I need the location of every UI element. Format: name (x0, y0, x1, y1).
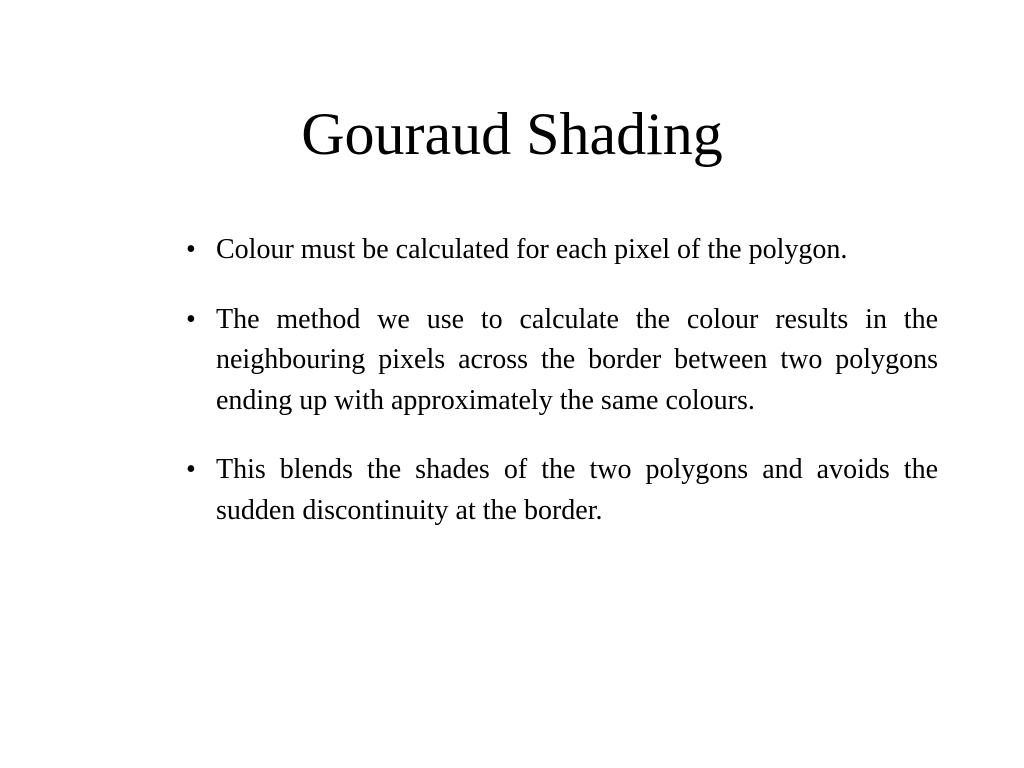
bullet-dot-icon: • (186, 234, 196, 265)
bullet-item (186, 230, 938, 271)
slide-title: Gouraud Shading (301, 101, 723, 167)
bullet-item (186, 450, 938, 531)
bullet-item (186, 300, 938, 422)
bullet-list (186, 230, 938, 560)
bullet-text: Colour must be calculated for each pixel of the polygon. (216, 234, 848, 265)
bullet-dot-icon: • (186, 454, 196, 485)
bullet-text: The method we use to calculate the colour results in the neighbouring pixels across the border between two polygons ending up with approximately the same colours. (216, 303, 938, 416)
bullet-text: This blends the shades of the two polygons and avoids the sudden discontinuity at the border. (216, 454, 938, 526)
bullet-dot-icon: • (186, 303, 196, 335)
